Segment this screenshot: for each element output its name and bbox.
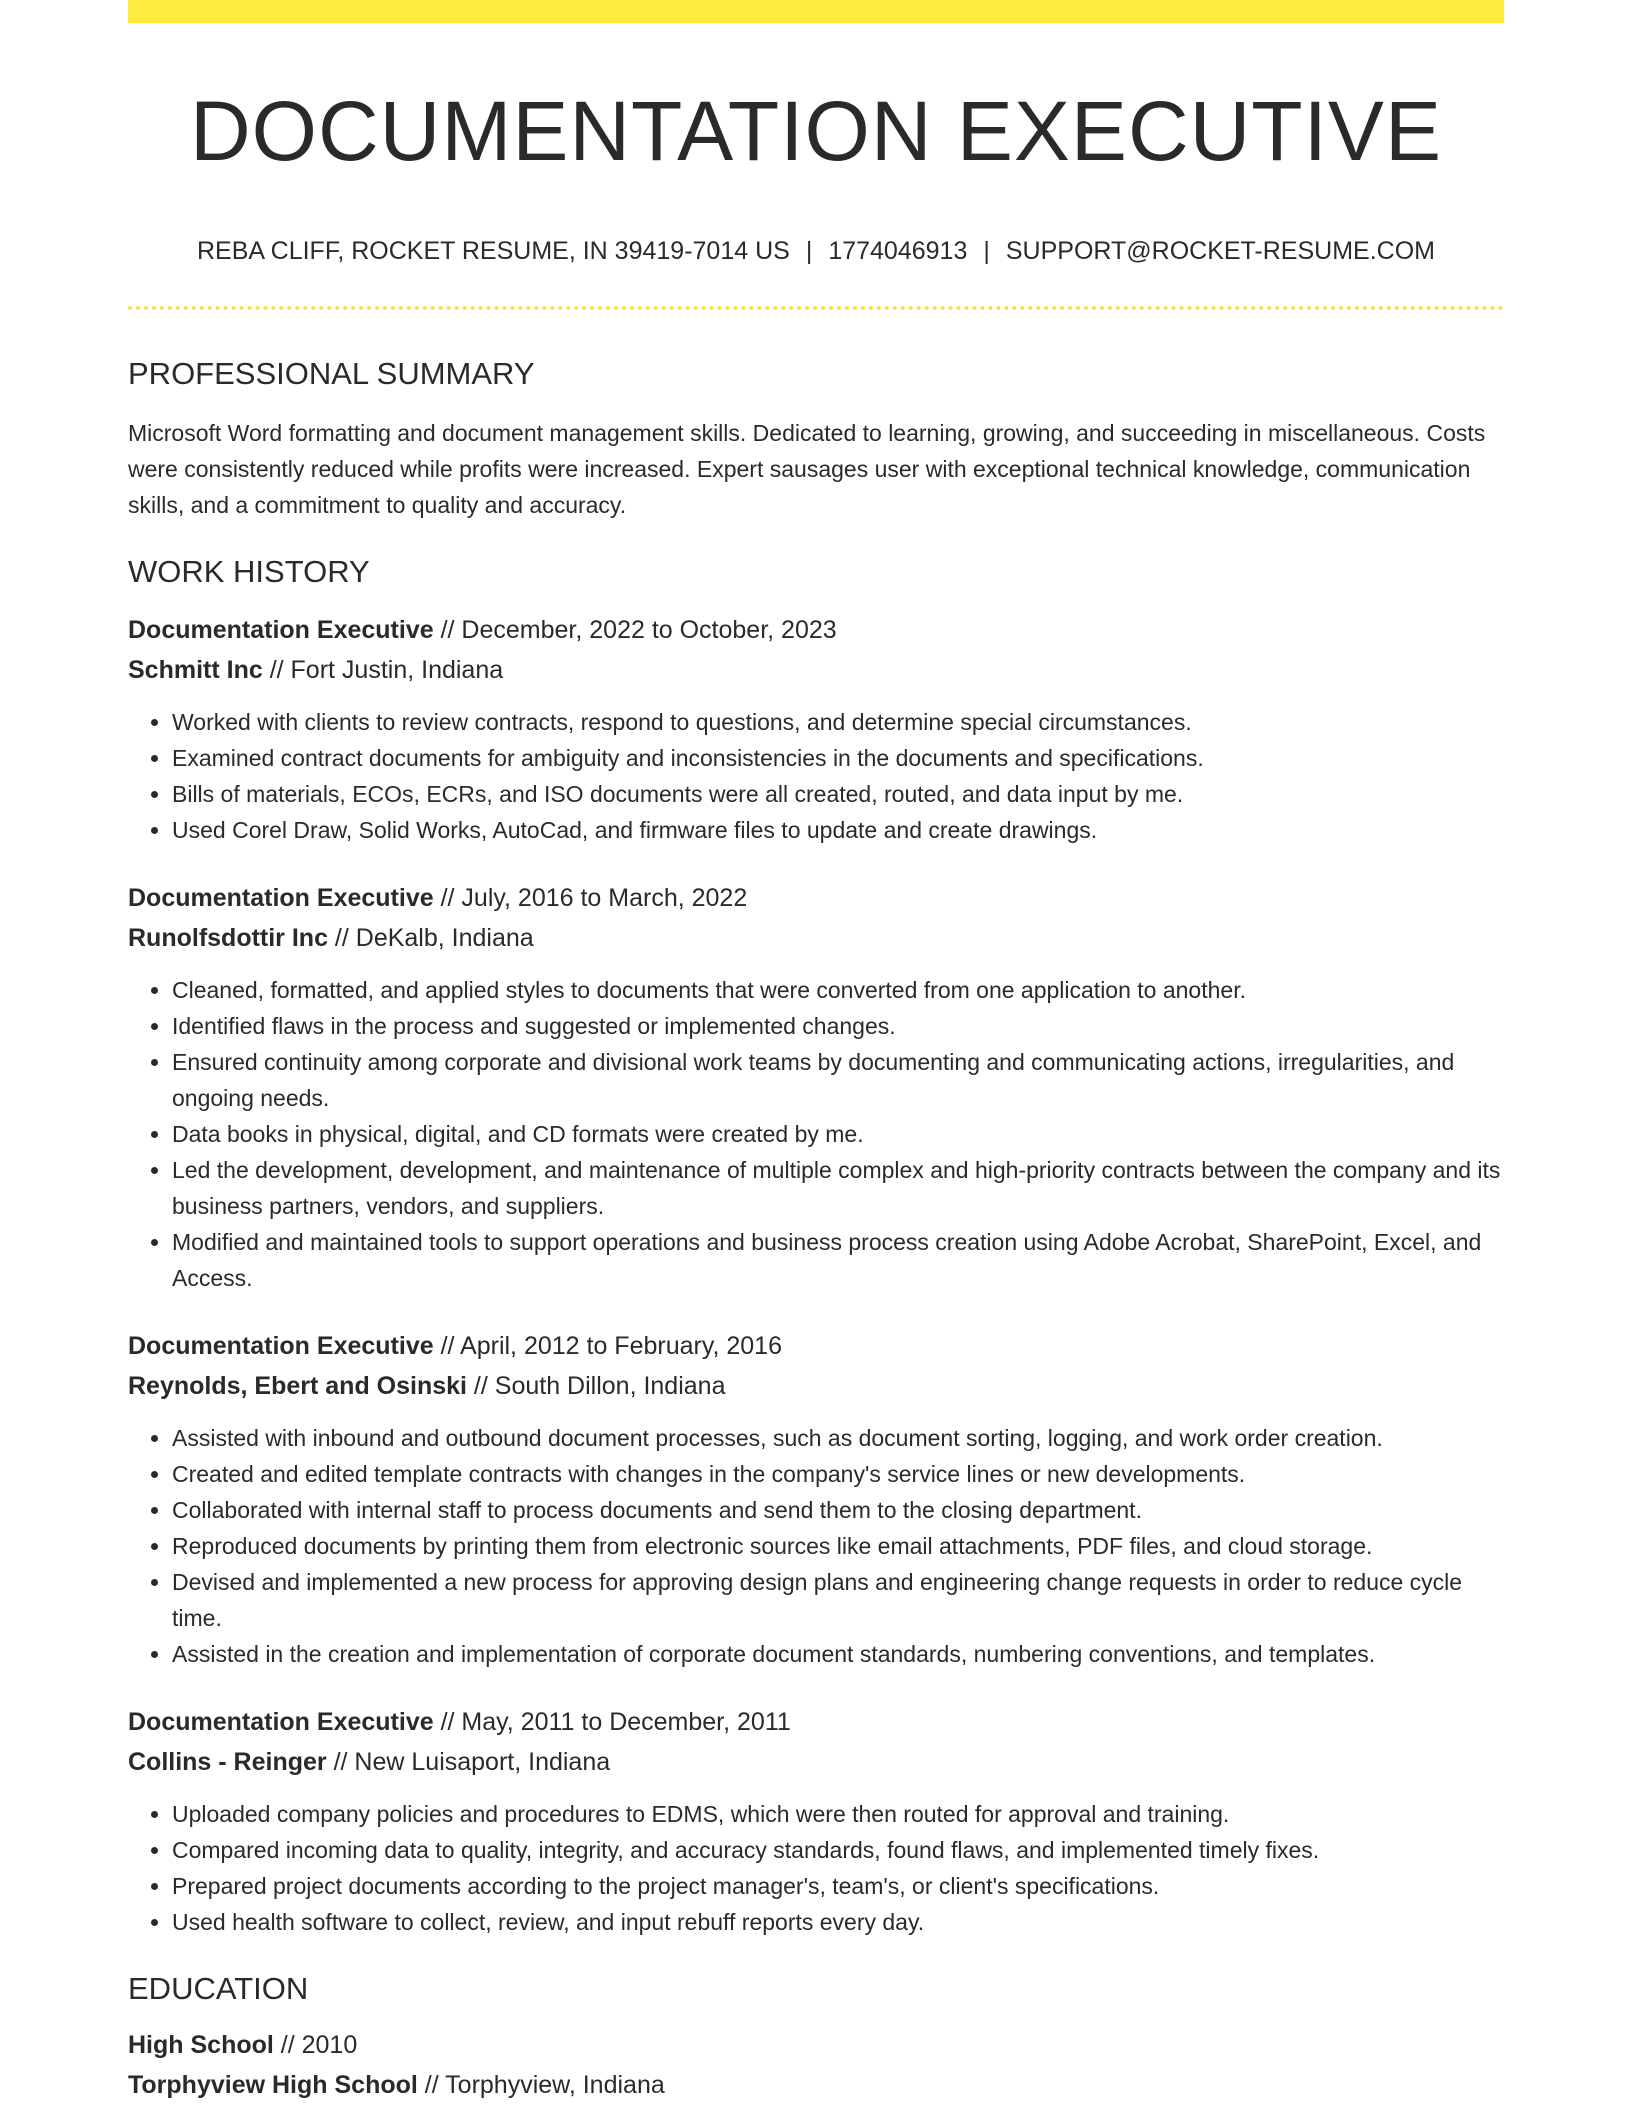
job-bullet: • Uploaded company policies and procedures to EDMS, which were then routed for approval and training. — [172, 1796, 1504, 1832]
job-entry — [128, 1702, 1504, 1940]
job-company: Schmitt Inc — [128, 656, 263, 685]
job-title-line — [128, 878, 1504, 918]
job-entry — [128, 610, 1504, 848]
summary-heading: PROFESSIONAL SUMMARY — [128, 355, 535, 391]
page-title: DOCUMENTATION EXECUTIVE — [190, 84, 1442, 178]
education-location: // Torphyview, Indiana — [417, 2071, 665, 2100]
job-entry — [128, 1326, 1504, 1672]
job-title: Documentation Executive — [128, 616, 434, 645]
job-company-line — [128, 1366, 1504, 1406]
job-dates: // April, 2012 to February, 2016 — [433, 1332, 782, 1361]
job-bullets — [128, 1796, 1504, 1940]
job-dates: // July, 2016 to March, 2022 — [433, 884, 748, 913]
job-bullet: • Identified flaws in the process and suggested or implemented changes. — [172, 1008, 1504, 1044]
job-bullet: • Devised and implemented a new process for approving design plans and engineering change requests in order to reduce cycle time. — [172, 1564, 1504, 1636]
job-location: // DeKalb, Indiana — [327, 924, 534, 953]
job-bullets — [128, 1420, 1504, 1672]
job-bullet: • Collaborated with internal staff to process documents and send them to the closing department. — [172, 1492, 1504, 1528]
contact-email: SUPPORT@ROCKET-RESUME.COM — [1005, 237, 1435, 266]
job-bullet: • Assisted with inbound and outbound document processes, such as document sorting, logging, and work order creation. — [172, 1420, 1504, 1456]
job-title-line — [128, 610, 1504, 650]
contact-separator: | — [805, 237, 813, 266]
job-bullet: • Used Corel Draw, Solid Works, AutoCad, and firmware files to update and create drawings. — [172, 812, 1504, 848]
job-bullet: • Compared incoming data to quality, integrity, and accuracy standards, found flaws, and implemented timely fixes. — [172, 1832, 1504, 1868]
education-school-line — [128, 2065, 1504, 2105]
education-degree-line — [128, 2025, 1504, 2065]
job-title-line — [128, 1702, 1504, 1742]
job-bullets — [128, 972, 1504, 1296]
job-bullet: • Ensured continuity among corporate and divisional work teams by documenting and communicating actions, irregularities, and ongoing needs. — [172, 1044, 1504, 1116]
job-bullet: • Cleaned, formatted, and applied styles to documents that were converted from one application to another. — [172, 972, 1504, 1008]
education-heading: EDUCATION — [128, 1971, 309, 2007]
job-location: // South Dillon, Indiana — [466, 1372, 726, 1401]
education-school: Torphyview High School — [128, 2071, 418, 2100]
job-company: Collins - Reinger — [128, 1748, 327, 1777]
job-location: // New Luisaport, Indiana — [326, 1748, 611, 1777]
contact-address: REBA CLIFF, ROCKET RESUME, IN 39419-7014 US — [197, 237, 790, 266]
contact-phone: 1774046913 — [828, 237, 968, 266]
job-bullet: • Led the development, development, and maintenance of multiple complex and high-priority contracts between the company and its business partners, vendors, and suppliers. — [172, 1152, 1504, 1224]
job-bullet: • Reproduced documents by printing them from electronic sources like email attachments, PDF files, and cloud storage. — [172, 1528, 1504, 1564]
job-title-line — [128, 1326, 1504, 1366]
job-bullet: • Assisted in the creation and implementation of corporate document standards, numbering conventions, and templates. — [172, 1636, 1504, 1672]
job-bullet: • Used health software to collect, review, and input rebuff reports every day. — [172, 1904, 1504, 1940]
job-entry — [128, 878, 1504, 1296]
education-year: // 2010 — [273, 2031, 358, 2060]
job-company: Runolfsdottir Inc — [128, 924, 328, 953]
job-bullet: • Examined contract documents for ambiguity and inconsistencies in the documents and specifications. — [172, 740, 1504, 776]
work-history-heading: WORK HISTORY — [128, 554, 370, 590]
job-bullet: • Prepared project documents according to the project manager's, team's, or client's specifications. — [172, 1868, 1504, 1904]
job-title: Documentation Executive — [128, 1332, 434, 1361]
job-dates: // May, 2011 to December, 2011 — [433, 1708, 791, 1737]
resume-page — [128, 0, 1504, 2105]
job-bullet: • Data books in physical, digital, and CD formats were created by me. — [172, 1116, 1504, 1152]
job-company: Reynolds, Ebert and Osinski — [128, 1372, 467, 1401]
job-bullet: • Created and edited template contracts with changes in the company's service lines or new developments. — [172, 1456, 1504, 1492]
job-title: Documentation Executive — [128, 884, 434, 913]
job-location: // Fort Justin, Indiana — [262, 656, 504, 685]
accent-bar — [128, 0, 1504, 23]
job-dates: // December, 2022 to October, 2023 — [433, 616, 837, 645]
contact-separator: | — [983, 237, 990, 266]
job-company-line — [128, 1742, 1504, 1782]
job-bullet: • Modified and maintained tools to support operations and business process creation using Adobe Acrobat, SharePoint, Excel, and Access. — [172, 1224, 1504, 1296]
job-company-line — [128, 918, 1504, 958]
job-bullets — [128, 704, 1504, 848]
job-company-line — [128, 650, 1504, 690]
job-title: Documentation Executive — [128, 1708, 434, 1737]
job-bullet: • Worked with clients to review contracts, respond to questions, and determine special circumstances. — [172, 704, 1504, 740]
job-bullet: • Bills of materials, ECOs, ECRs, and ISO documents were all created, routed, and data input by me. — [172, 776, 1504, 812]
contact-line — [128, 235, 1504, 268]
summary-text: Microsoft Word formatting and document management skills. Dedicated to learning, growing, and succeeding in miscellaneous. Costs were consistently reduced while profits were increased. Expert sausages user with exceptional technical knowledge, communication skills, and a commitment to quality and accuracy. — [128, 420, 1486, 519]
header-divider — [128, 306, 1504, 310]
education-degree: High School — [128, 2031, 274, 2060]
education-entry — [128, 2025, 1504, 2105]
